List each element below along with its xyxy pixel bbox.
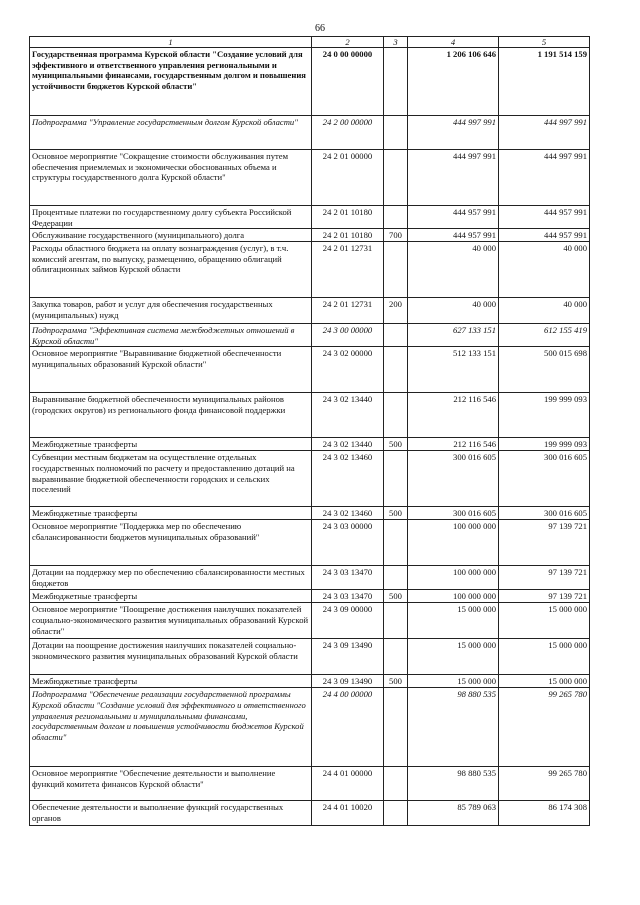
row-code-cell: 24 3 02 13440	[312, 438, 384, 451]
row-name-cell: Дотации на поощрение достижения наилучших показателей социально-экономического развития муниципальных образований Курской области	[30, 639, 312, 675]
row-type-cell	[384, 451, 408, 507]
table-row	[30, 566, 590, 590]
row-code-cell: 24 2 01 10180	[312, 229, 384, 242]
row-name-cell: Выравнивание бюджетной обеспеченности муниципальных районов (городских округов) из регионального фонда финансовой поддержки	[30, 393, 312, 438]
row-code-cell: 24 3 02 13460	[312, 451, 384, 507]
row-name-cell: Межбюджетные трансферты	[30, 675, 312, 688]
table-row	[30, 451, 590, 507]
row-value-2-cell: 97 139 721	[499, 520, 590, 566]
row-value-2-cell: 612 155 419	[499, 324, 590, 347]
row-value-1-cell: 40 000	[408, 298, 499, 324]
row-value-2-cell: 97 139 721	[499, 590, 590, 603]
table-row	[30, 229, 590, 242]
row-value-1-cell: 300 016 605	[408, 507, 499, 520]
row-code-cell: 24 3 02 00000	[312, 347, 384, 393]
table-header-row	[30, 37, 590, 48]
row-name-cell: Основное мероприятие "Поддержка мер по обеспечению сбалансированности бюджетов муниципальных образований"	[30, 520, 312, 566]
row-type-cell	[384, 150, 408, 206]
table-row	[30, 393, 590, 438]
row-value-1-cell: 1 206 106 646	[408, 48, 499, 116]
row-name-cell: Обеспечение деятельности и выполнение функций государственных органов	[30, 801, 312, 826]
row-code-cell: 24 4 01 10020	[312, 801, 384, 826]
table-row	[30, 116, 590, 150]
row-value-1-cell: 444 957 991	[408, 229, 499, 242]
row-value-2-cell: 444 997 991	[499, 150, 590, 206]
table-row	[30, 48, 590, 116]
row-name-cell: Обслуживание государственного (муниципального) долга	[30, 229, 312, 242]
row-type-cell	[384, 639, 408, 675]
row-value-2-cell: 97 139 721	[499, 566, 590, 590]
row-code-cell: 24 2 01 10180	[312, 206, 384, 229]
row-name-cell: Закупка товаров, работ и услуг для обеспечения государственных (муниципальных) нужд	[30, 298, 312, 324]
row-name-cell: Подпрограмма "Обеспечение реализации государственной программы Курской области "Создание условий для эффективного и ответственного управления региональными и муниципальными финансами, государственным долгом и повышения устойчивости бюджетов Курской области"	[30, 688, 312, 767]
row-type-cell	[384, 603, 408, 639]
row-code-cell: 24 2 01 00000	[312, 150, 384, 206]
row-value-2-cell: 199 999 093	[499, 393, 590, 438]
row-name-cell: Основное мероприятие "Выравнивание бюджетной обеспеченности муниципальных образований Курской области"	[30, 347, 312, 393]
row-type-cell: 500	[384, 507, 408, 520]
row-value-2-cell: 40 000	[499, 242, 590, 298]
row-name-cell: Дотации на поддержку мер по обеспечению сбалансированности местных бюджетов	[30, 566, 312, 590]
row-name-cell: Основное мероприятие "Обеспечение деятельности и выполнение функций комитета финансов Курской области"	[30, 767, 312, 801]
row-type-cell	[384, 393, 408, 438]
header-cell: 4	[408, 37, 499, 48]
row-type-cell	[384, 688, 408, 767]
table-row	[30, 347, 590, 393]
row-value-2-cell: 444 997 991	[499, 116, 590, 150]
table-row	[30, 767, 590, 801]
row-value-1-cell: 444 997 991	[408, 116, 499, 150]
row-code-cell: 24 3 02 13460	[312, 507, 384, 520]
page-number: 66	[315, 23, 325, 34]
row-code-cell: 24 4 00 00000	[312, 688, 384, 767]
row-code-cell: 24 3 09 00000	[312, 603, 384, 639]
table-row	[30, 298, 590, 324]
row-type-cell	[384, 566, 408, 590]
row-value-2-cell: 444 957 991	[499, 206, 590, 229]
table-row	[30, 324, 590, 347]
row-type-cell: 500	[384, 438, 408, 451]
row-type-cell: 200	[384, 298, 408, 324]
table-row	[30, 150, 590, 206]
row-type-cell: 500	[384, 675, 408, 688]
table-row	[30, 590, 590, 603]
row-value-1-cell: 300 016 605	[408, 451, 499, 507]
row-value-1-cell: 444 957 991	[408, 206, 499, 229]
row-type-cell	[384, 520, 408, 566]
row-name-cell: Межбюджетные трансферты	[30, 507, 312, 520]
row-code-cell: 24 3 03 13470	[312, 566, 384, 590]
row-name-cell: Подпрограмма "Эффективная система межбюджетных отношений в Курской области"	[30, 324, 312, 347]
table-row	[30, 675, 590, 688]
row-name-cell: Межбюджетные трансферты	[30, 590, 312, 603]
row-code-cell: 24 3 02 13440	[312, 393, 384, 438]
table-row	[30, 206, 590, 229]
row-type-cell	[384, 767, 408, 801]
row-value-2-cell: 99 265 780	[499, 767, 590, 801]
row-value-2-cell: 15 000 000	[499, 639, 590, 675]
row-value-1-cell: 627 133 151	[408, 324, 499, 347]
table-row	[30, 438, 590, 451]
row-value-2-cell: 15 000 000	[499, 675, 590, 688]
table-row	[30, 603, 590, 639]
row-value-2-cell: 40 000	[499, 298, 590, 324]
row-code-cell: 24 2 00 00000	[312, 116, 384, 150]
row-value-2-cell: 199 999 093	[499, 438, 590, 451]
row-value-1-cell: 100 000 000	[408, 590, 499, 603]
row-name-cell: Субвенции местным бюджетам на осуществление отдельных государственных полномочий по расчету и предоставлению дотаций на выравнивание бюджетной обеспеченности городских и сельских поселений	[30, 451, 312, 507]
row-value-2-cell: 300 016 605	[499, 507, 590, 520]
row-name-cell: Основное мероприятие "Поощрение достижения наилучших показателей социально-экономического развития муниципальных образований Курской области"	[30, 603, 312, 639]
row-value-2-cell: 300 016 605	[499, 451, 590, 507]
row-type-cell: 500	[384, 590, 408, 603]
header-cell: 1	[30, 37, 312, 48]
row-value-1-cell: 512 133 151	[408, 347, 499, 393]
row-value-1-cell: 85 789 063	[408, 801, 499, 826]
header-cell: 5	[499, 37, 590, 48]
row-value-2-cell: 86 174 308	[499, 801, 590, 826]
table-row	[30, 520, 590, 566]
row-code-cell: 24 3 00 00000	[312, 324, 384, 347]
row-code-cell: 24 3 03 13470	[312, 590, 384, 603]
header-cell: 2	[312, 37, 384, 48]
table-row	[30, 507, 590, 520]
row-value-2-cell: 99 265 780	[499, 688, 590, 767]
row-name-cell: Государственная программа Курской области "Создание условий для эффективного и ответственного управления региональными и муниципальными финансами, государственным долгом и повышения устойчивости бюджетов Курской области"	[30, 48, 312, 116]
row-value-1-cell: 100 000 000	[408, 520, 499, 566]
table-row	[30, 801, 590, 826]
row-value-1-cell: 15 000 000	[408, 639, 499, 675]
row-value-1-cell: 444 997 991	[408, 150, 499, 206]
table-row	[30, 639, 590, 675]
row-code-cell: 24 3 03 00000	[312, 520, 384, 566]
row-type-cell	[384, 48, 408, 116]
row-value-2-cell: 15 000 000	[499, 603, 590, 639]
table-row	[30, 242, 590, 298]
row-code-cell: 24 3 09 13490	[312, 675, 384, 688]
row-value-2-cell: 500 015 698	[499, 347, 590, 393]
budget-table	[29, 36, 590, 826]
row-value-1-cell: 212 116 546	[408, 438, 499, 451]
header-cell: 3	[384, 37, 408, 48]
row-name-cell: Межбюджетные трансферты	[30, 438, 312, 451]
row-value-1-cell: 98 880 535	[408, 767, 499, 801]
row-name-cell: Процентные платежи по государственному долгу субъекта Российской Федерации	[30, 206, 312, 229]
row-type-cell	[384, 801, 408, 826]
row-name-cell: Расходы областного бюджета на оплату вознаграждения (услуг), в т.ч. комиссий агентам, по выпуску, размещению, обращению облигаций облигационных займов Курской области	[30, 242, 312, 298]
row-type-cell	[384, 242, 408, 298]
row-value-1-cell: 98 880 535	[408, 688, 499, 767]
row-value-2-cell: 1 191 514 159	[499, 48, 590, 116]
row-code-cell: 24 2 01 12731	[312, 298, 384, 324]
row-name-cell: Подпрограмма "Управление государственным долгом Курской области"	[30, 116, 312, 150]
row-code-cell: 24 3 09 13490	[312, 639, 384, 675]
row-code-cell: 24 0 00 00000	[312, 48, 384, 116]
row-value-1-cell: 40 000	[408, 242, 499, 298]
row-type-cell	[384, 347, 408, 393]
row-value-1-cell: 100 000 000	[408, 566, 499, 590]
row-value-1-cell: 15 000 000	[408, 603, 499, 639]
row-value-2-cell: 444 957 991	[499, 229, 590, 242]
row-name-cell: Основное мероприятие "Сокращение стоимости обслуживания путем обеспечения приемлемых и экономически обоснованных объема и структуры государственного долга Курской области"	[30, 150, 312, 206]
row-type-cell	[384, 116, 408, 150]
row-value-1-cell: 15 000 000	[408, 675, 499, 688]
row-value-1-cell: 212 116 546	[408, 393, 499, 438]
row-type-cell	[384, 206, 408, 229]
row-code-cell: 24 2 01 12731	[312, 242, 384, 298]
table-row	[30, 688, 590, 767]
row-type-cell: 700	[384, 229, 408, 242]
row-code-cell: 24 4 01 00000	[312, 767, 384, 801]
row-type-cell	[384, 324, 408, 347]
